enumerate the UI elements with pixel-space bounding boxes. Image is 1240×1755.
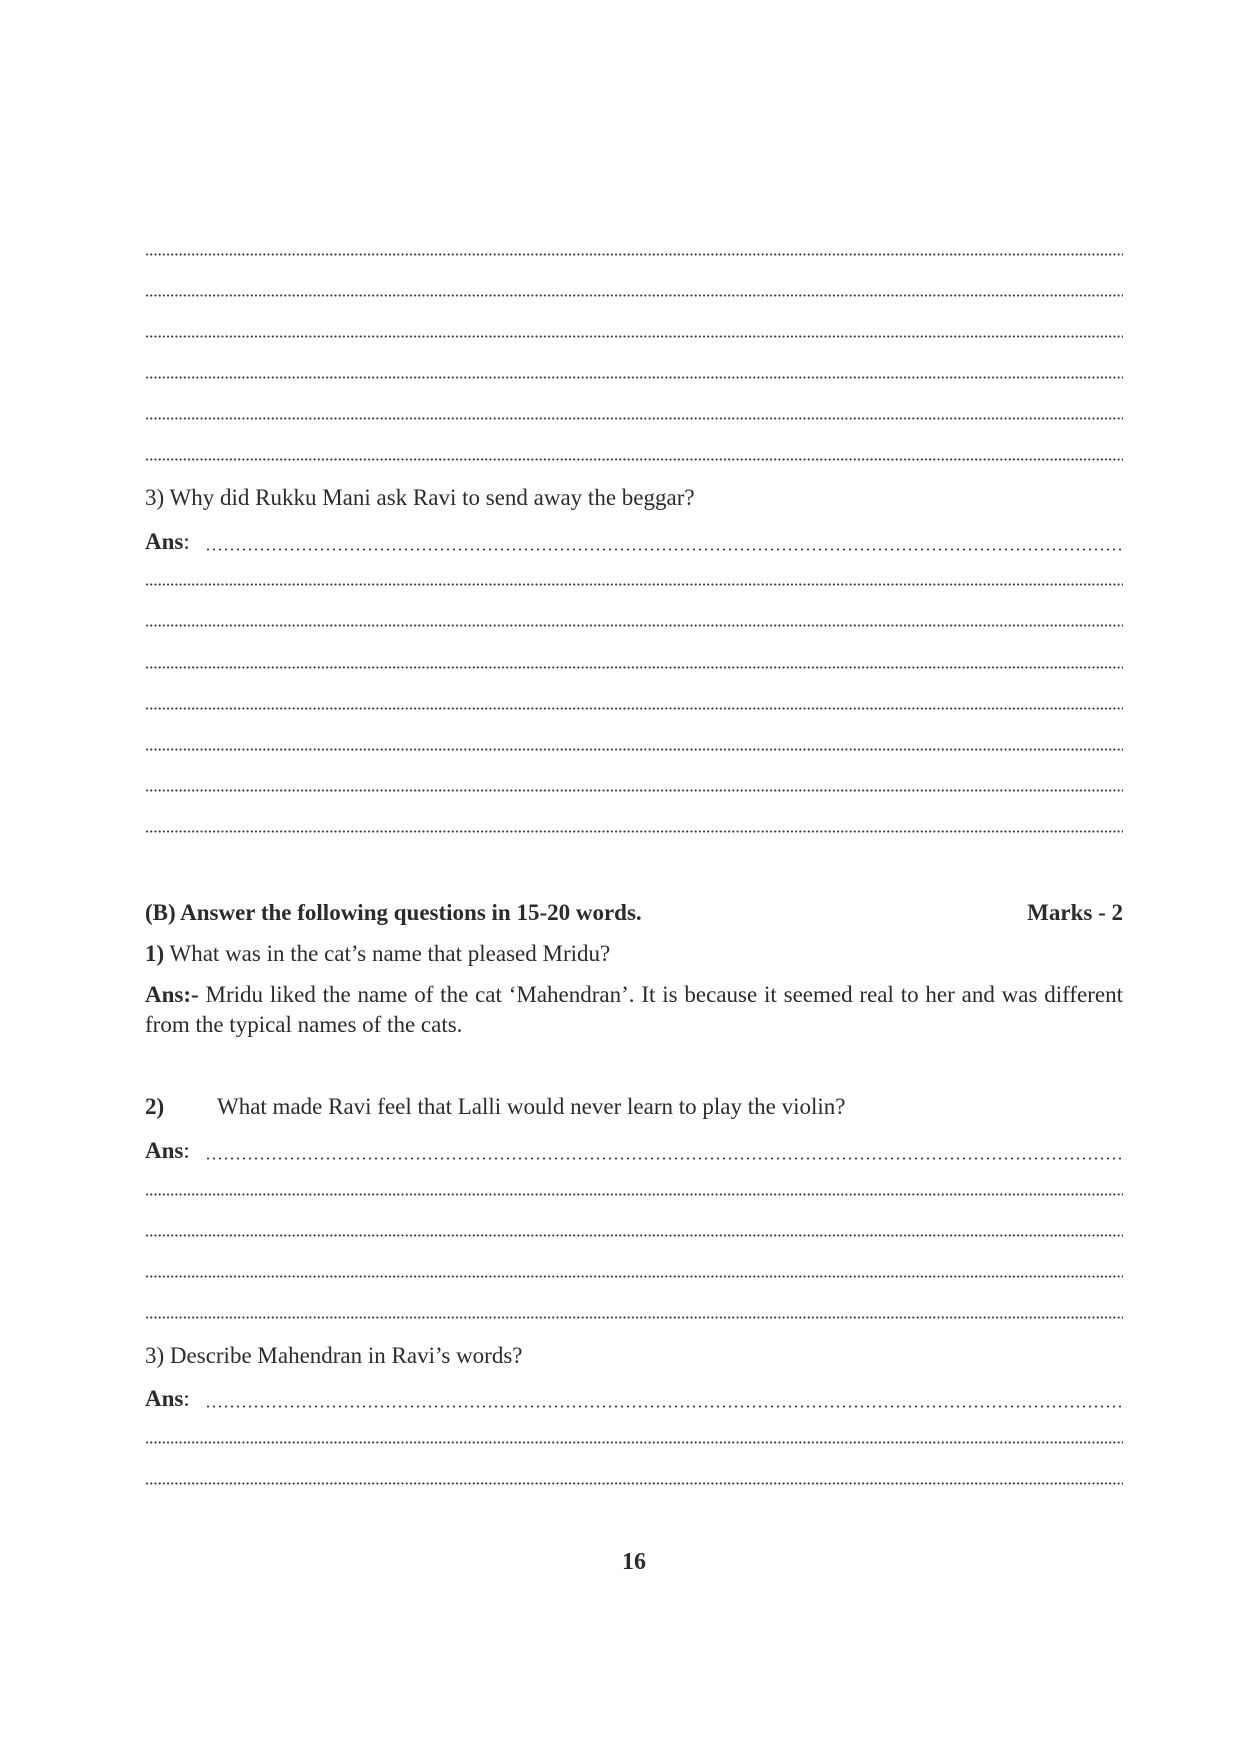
question-a3 (145, 483, 695, 513)
answer-label: Ans: (145, 1386, 190, 1411)
section-b-heading: (B) Answer the following questions in 15-20 words. (145, 900, 642, 925)
answer-line (205, 1405, 1123, 1408)
answer-line (205, 1157, 1123, 1160)
marks-label: Marks - 2 (1027, 900, 1123, 925)
answer-line (145, 789, 1123, 792)
question-b1 (145, 939, 610, 969)
answer-line (145, 624, 1123, 627)
answer-line (145, 376, 1123, 379)
answer-line (145, 1482, 1123, 1485)
question-text: What made Ravi feel that Lalli would never learn to play the violin? (217, 1094, 846, 1119)
answer-line (145, 1441, 1123, 1444)
question-number: 2) (145, 1094, 165, 1119)
question-number: 3) (145, 1343, 165, 1368)
page-number: 16 (622, 1549, 646, 1575)
answer-line (205, 548, 1123, 551)
answer-text: Mridu liked the name of the cat ‘Mahendran’. It is because it seemed real to her and was different from the typical names of the cats. (145, 982, 1123, 1037)
answer-line (145, 1193, 1123, 1196)
answer-label: Ans: (145, 529, 190, 554)
answer-line (145, 748, 1123, 751)
question-b2 (145, 1092, 845, 1122)
answer-line (145, 707, 1123, 710)
question-text: Why did Rukku Mani ask Ravi to send away the beggar? (169, 485, 695, 510)
answer-line (145, 335, 1123, 338)
answer-line (145, 1234, 1123, 1237)
answer-line (145, 417, 1123, 420)
worksheet-page (145, 0, 1123, 1755)
question-text: What was in the cat’s name that pleased Mridu? (169, 941, 611, 966)
answer-line (145, 294, 1123, 297)
answer-label-line (145, 1384, 1123, 1414)
question-text: Describe Mahendran in Ravi’s words? (169, 1343, 523, 1368)
question-number: 1) (145, 941, 165, 966)
answer-label-line (145, 1136, 1123, 1166)
question-number: 3) (145, 485, 165, 510)
question-b3 (145, 1341, 523, 1371)
answer-b1 (145, 980, 1123, 1040)
answer-label-line (145, 527, 1123, 557)
answer-line (145, 253, 1123, 256)
answer-line (145, 666, 1123, 669)
answer-line (145, 458, 1123, 461)
answer-line (145, 1316, 1123, 1319)
answer-label: Ans:- (145, 982, 199, 1007)
answer-label: Ans: (145, 1138, 190, 1163)
answer-line (145, 830, 1123, 833)
answer-line (145, 1275, 1123, 1278)
answer-line (145, 583, 1123, 586)
